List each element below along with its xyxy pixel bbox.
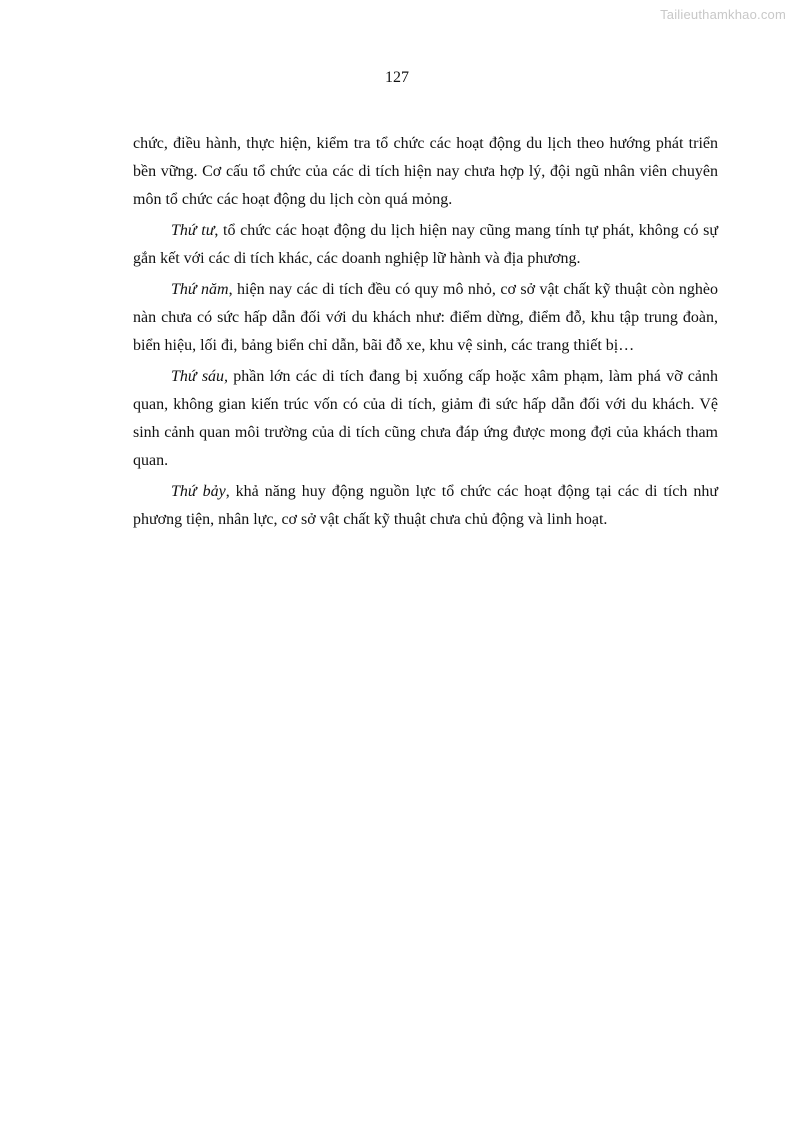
paragraph-text: , khả năng huy động nguồn lực tổ chức các hoạt động tại các di tích như phương tiện, nhân lực, cơ sở vật chất kỹ thuật chưa chủ động và linh hoạt.	[133, 483, 718, 528]
paragraph-text: , tổ chức các hoạt động du lịch hiện nay cũng mang tính tự phát, không có sự gắn kết với các di tích khác, các doanh nghiệp lữ hành và địa phương.	[133, 222, 719, 267]
paragraph-thu-nam	[133, 276, 718, 360]
paragraph-text: , hiện nay các di tích đều có quy mô nhỏ, cơ sở vật chất kỹ thuật còn nghèo nàn chưa có sức hấp dẫn đối với du khách như: điểm dừng, điểm đỗ, khu tập trung đoàn, biển hiệu, lối đi, bảng biển chỉ dẫn, bãi đỗ xe, khu vệ sinh, các trang thiết bị…	[133, 281, 718, 354]
paragraph-lead: Thứ tư	[171, 222, 215, 239]
paragraph-lead: Thứ bảy	[171, 483, 226, 500]
paragraph-thu-bay	[133, 478, 718, 534]
paragraph-lead: Thứ sáu,	[171, 368, 229, 385]
page-number: 127	[385, 69, 409, 86]
paragraph-lead: Thứ năm	[171, 281, 229, 298]
paragraph-thu-tu	[133, 217, 718, 273]
paragraph-thu-sau	[133, 363, 718, 475]
paragraph-text: phần lớn các di tích đang bị xuống cấp hoặc xâm phạm, làm phá vỡ cảnh quan, không gian kiến trúc vốn có của di tích, giảm đi sức hấp dẫn đối với du khách. Vệ sinh cảnh quan môi trường của di tích cũng chưa đáp ứng được mong đợi của khách tham quan.	[133, 368, 718, 469]
watermark-text: Tailieuthamkhao.com	[660, 7, 786, 22]
paragraph-continuation	[133, 130, 718, 214]
paragraph-text: chức, điều hành, thực hiện, kiểm tra tổ chức các hoạt động du lịch theo hướng phát triển bền vững. Cơ cấu tổ chức của các di tích hiện nay chưa hợp lý, đội ngũ nhân viên chuyên môn tổ chức các hoạt động du lịch còn quá mỏng.	[133, 135, 718, 208]
document-body	[133, 130, 718, 537]
